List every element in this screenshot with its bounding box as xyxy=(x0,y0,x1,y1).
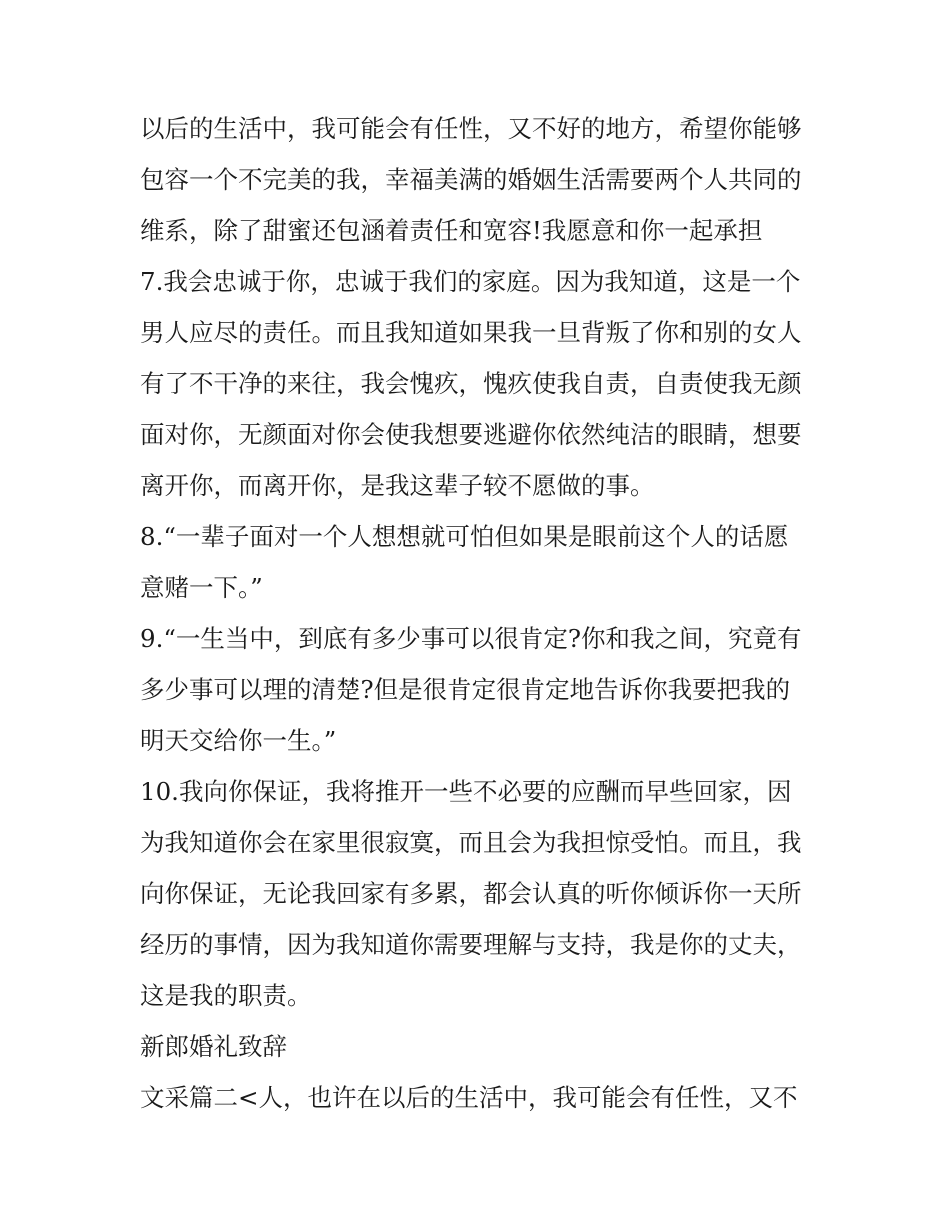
text-line: 10.我向你保证，我将推开一些不必要的应酬而早些回家，因 xyxy=(140,777,792,806)
text-line: 为我知道你会在家里很寂寞，而且会为我担惊受怕。而且，我 xyxy=(140,828,802,857)
text-line: 这是我的职责。 xyxy=(140,981,312,1010)
text-line: 面对你，无颜面对你会使我想要逃避你依然纯洁的眼睛，想要 xyxy=(140,420,802,449)
text-line: 有了不干净的来往，我会愧疚，愧疚使我自责，自责使我无颜 xyxy=(140,369,802,398)
section-heading: 新郎婚礼致辞 xyxy=(140,1032,287,1061)
text-line: 明天交给你一生。” xyxy=(140,726,337,755)
text-line: 以后的生活中，我可能会有任性，又不好的地方，希望你能够 xyxy=(140,114,802,143)
text-line: 文采篇二<人，也许在以后的生活中，我可能会有任性，又不 xyxy=(140,1083,798,1112)
text-line: 7.我会忠诚于你，忠诚于我们的家庭。因为我知道，这是一个 xyxy=(140,267,801,296)
text-line: 意赌一下。” xyxy=(140,573,263,602)
text-line: 维系，除了甜蜜还包涵着责任和宽容!我愿意和你一起承担 xyxy=(140,216,763,245)
text-line: 离开你，而离开你，是我这辈子较不愿做的事。 xyxy=(140,471,655,500)
text-line: 男人应尽的责任。而且我知道如果我一旦背叛了你和别的女人 xyxy=(140,318,802,347)
text-line: 向你保证，无论我回家有多累，都会认真的听你倾诉你一天所 xyxy=(140,879,802,908)
text-line: 包容一个不完美的我，幸福美满的婚姻生活需要两个人共同的 xyxy=(140,165,802,194)
text-line: 9.“一生当中，到底有多少事可以很肯定?你和我之间，究竟有 xyxy=(140,624,802,653)
text-line: 8.“一辈子面对一个人想想就可怕但如果是眼前这个人的话愿 xyxy=(140,522,789,551)
text-line: 经历的事情，因为我知道你需要理解与支持，我是你的丈夫， xyxy=(140,930,802,959)
text-line: 多少事可以理的清楚?但是很肯定很肯定地告诉你我要把我的 xyxy=(140,675,791,704)
